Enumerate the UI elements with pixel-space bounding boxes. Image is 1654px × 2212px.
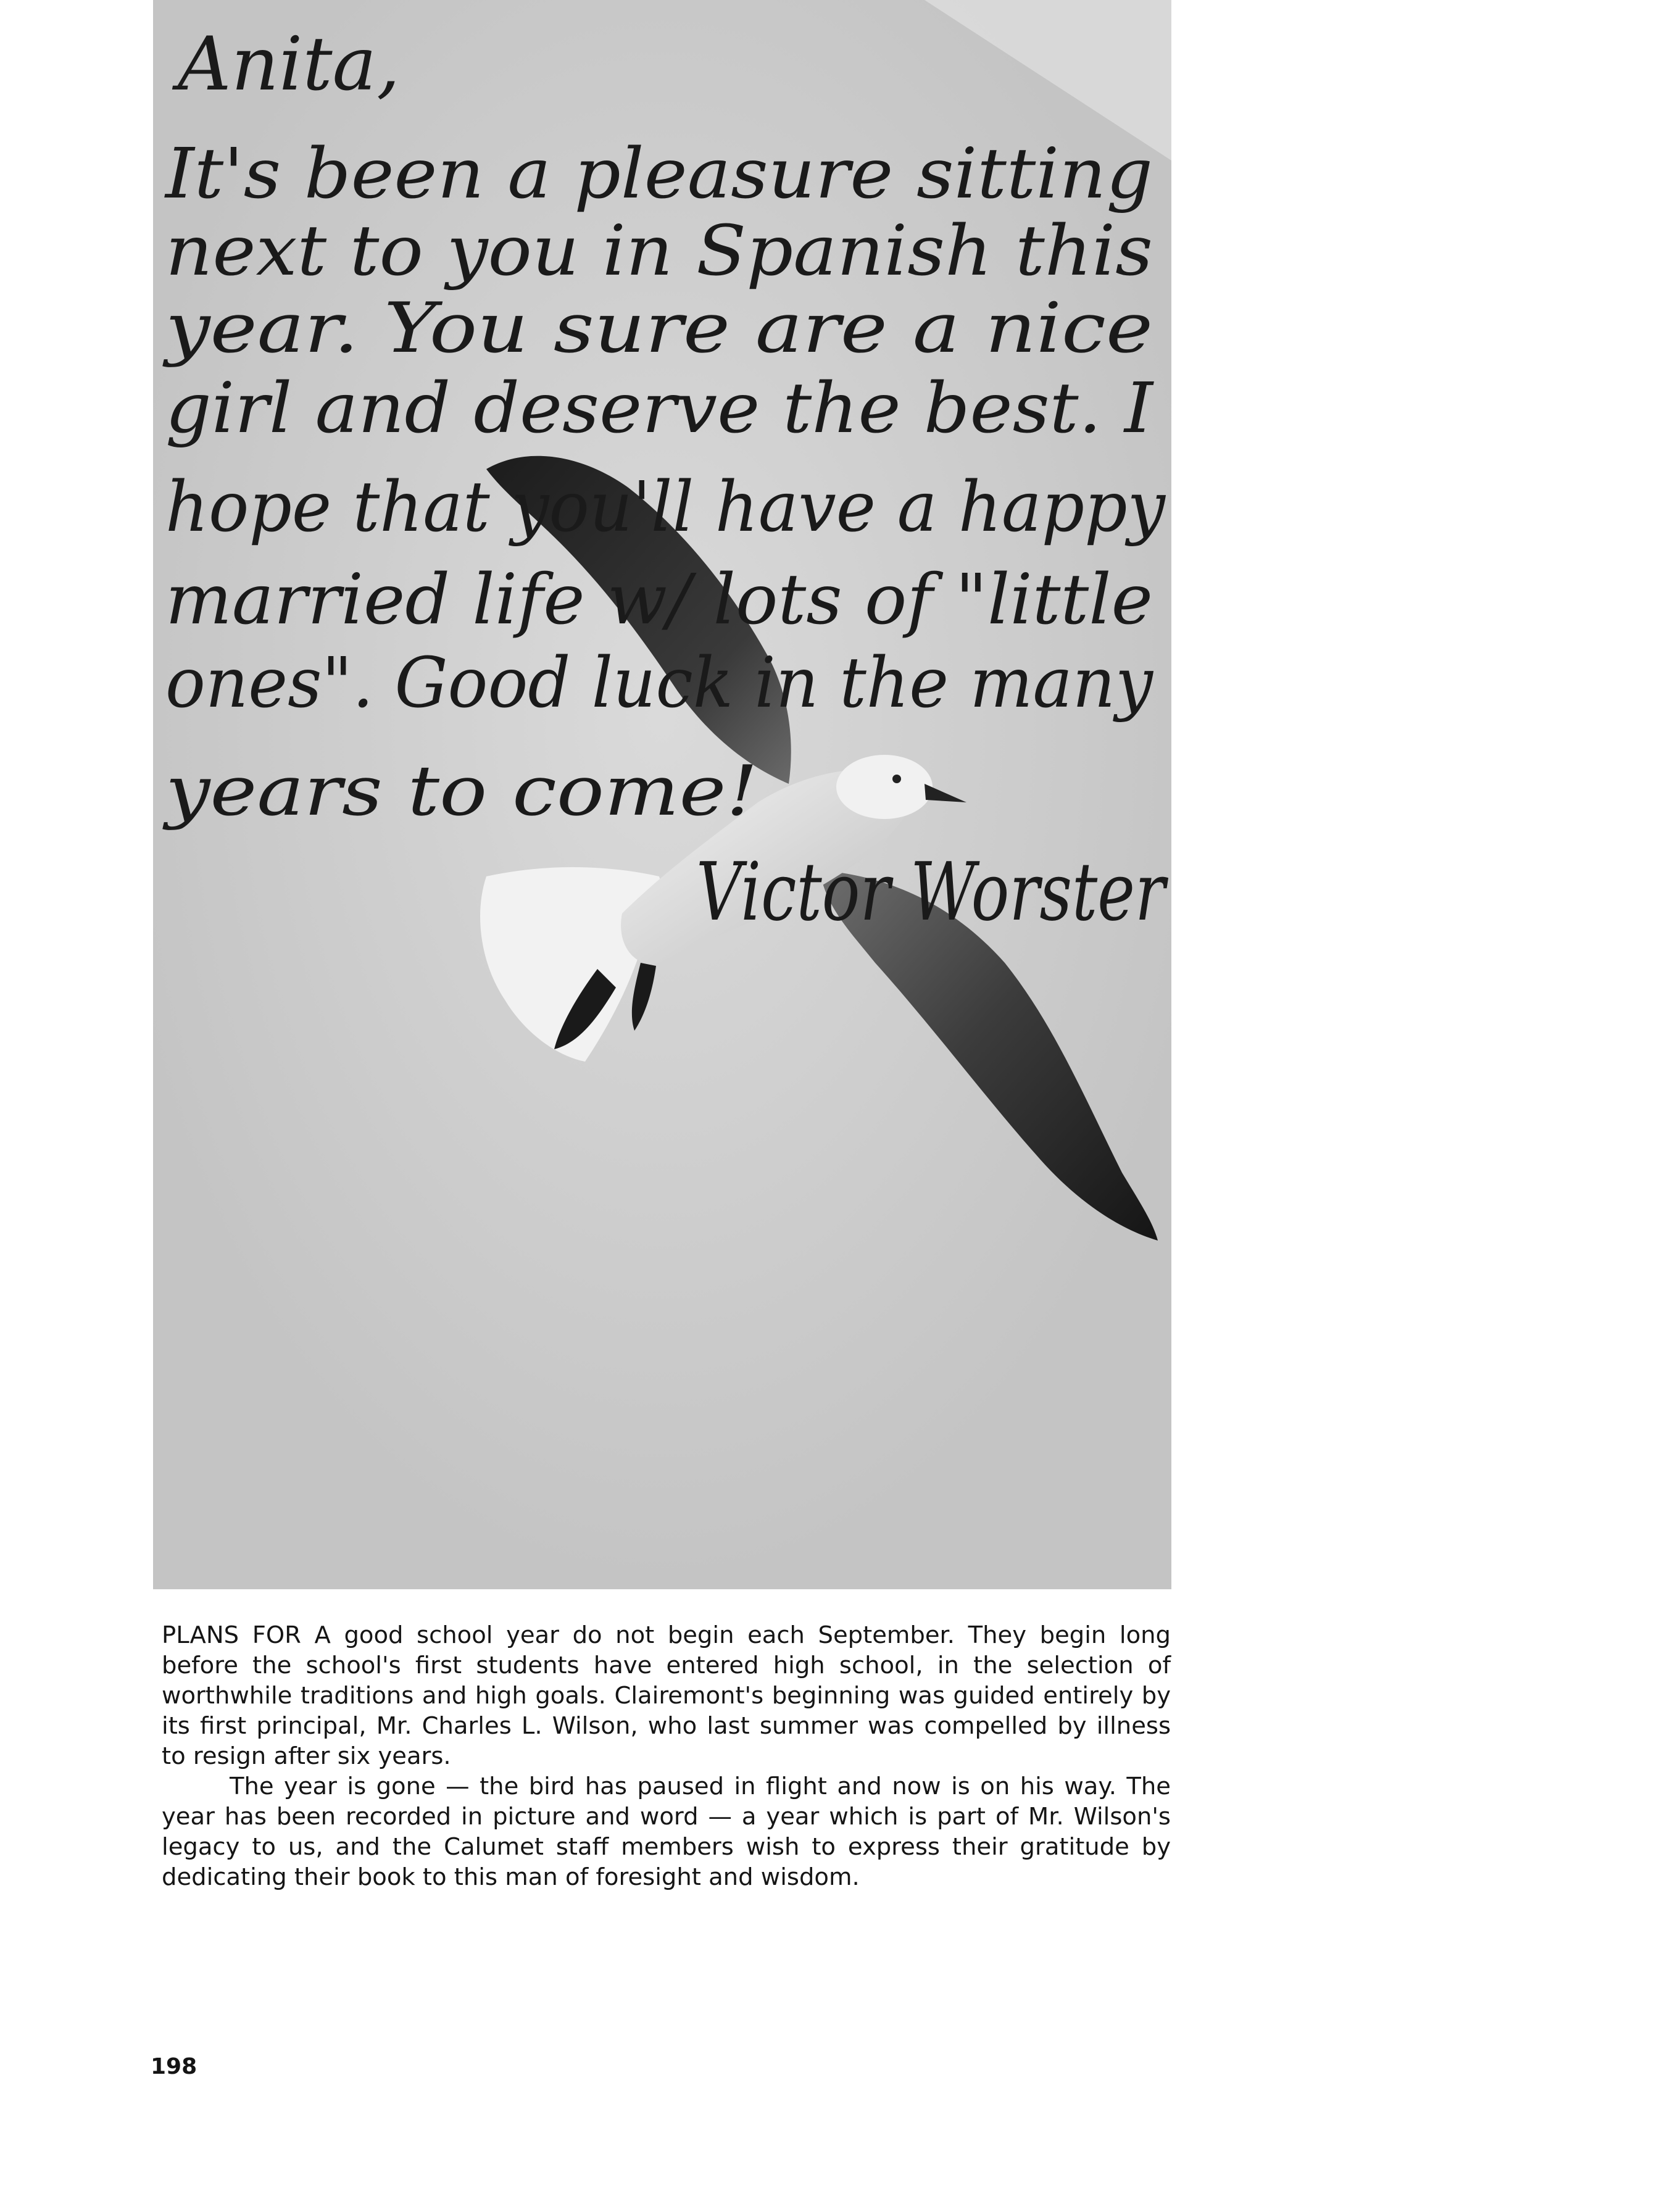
seagull-eye [892, 775, 901, 783]
page-number: 198 [151, 2054, 197, 2079]
note-line: year. You sure are a nice [162, 288, 1153, 368]
note-line: girl and deserve the best. I [165, 368, 1155, 449]
note-line: ones". Good luck in the many [165, 643, 1154, 723]
seagull-photo [153, 0, 1171, 1589]
caption-paragraph: The year is gone — the bird has paused in flight and now is on his way. The year has been recorded in picture and word — a year which is part of Mr. Wilson's legacy to us, and the Calumet staff members wish to express their gratitude by dedicating their book to this man of foresight and wisdom. [162, 1773, 1171, 1891]
caption-text [162, 1620, 1171, 1892]
note-signature: Victor Worster [696, 845, 1169, 939]
caption-paragraph: PLANS FOR A good school year do not begin each September. They begin long before the school's first students have entered high school, in the selection of worthwhile traditions and high goals. Clairemont's beginning was guided entirely by its first principal, Mr. Charles L. Wilson, who last summer was compelled by illness to resign after six years. [162, 1621, 1171, 1770]
seagull-head [836, 755, 933, 819]
photo-canvas [153, 0, 1171, 1589]
note-line: It's been a pleasure sitting [164, 134, 1153, 214]
note-line: next to you in Spanish this [165, 211, 1153, 291]
note-line: hope that you'll have a happy [165, 467, 1166, 547]
note-line: married life w/ lots of "little [165, 560, 1153, 640]
note-line: years to come! [162, 751, 758, 831]
note-line: Anita, [178, 22, 401, 107]
